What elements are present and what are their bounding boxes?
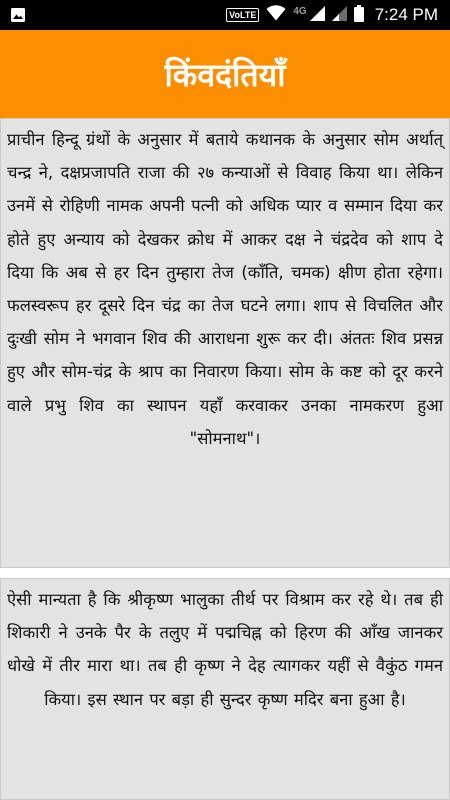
legend-paragraph-1: प्राचीन हिन्दू ग्रंथों के अनुसार में बताये कथानक के अनुसार सोम अर्थात् चन्द्र ने, दक्षप्रजापति राजा की २७ कन्याओं से विवाह किया था। लेकिन उनमें से रोहिणी नामक अपनी पत्नी को अधिक प्यार व सम्मान दिया कर होते हुए अन्याय को देखकर क्रोध में आकर दक्ष ने चंद्रदेव को शाप दे दिया कि अब से हर दिन तुम्हारा तेज (काँति, चमक) क्षीण होता रहेगा। फलस्वरूप हर दूसरे दिन चंद्र का तेज घटने लगा। शाप से विचलित और दुःखी सोम ने भगवान शिव की आराधना शुरू कर दी। अंततः शिव प्रसन्न हुए और सोम-चंद्र के श्राप का निवारण किया। सोम के कष्ट को दूर करने वाले प्रभु शिव का स्थापन यहाँ करवाकर उनका नामकरण हुआ "सोमनाथ"। [7, 130, 443, 448]
signal-icon [332, 6, 347, 25]
volte-badge: VoLTE [226, 8, 259, 22]
status-time: 7:24 PM [374, 5, 438, 24]
page-title: किंवदंतियाँ [164, 55, 286, 94]
signal-icon [310, 6, 325, 25]
image-notification-icon [10, 7, 26, 27]
app-header [0, 30, 450, 118]
network-type: 4G [293, 5, 307, 17]
legend-paragraph-2: ऐसी मान्यता है कि श्रीकृष्ण भालुका तीर्थ पर विश्राम कर रहे थे। तब ही शिकारी ने उनके पैर के तलुए में पद्मचिह्न को हिरण की आँख जानकर धोखे में तीर मारा था। तब ही कृष्ण ने देह त्यागकर यहीं से वैकुंठ गमन किया। इस स्थान पर बड़ा ही सुन्दर कृष्ण मदिर बना हुआ है। [7, 590, 443, 709]
legend-card-1 [0, 118, 450, 568]
wifi-icon [266, 5, 286, 25]
battery-icon [354, 5, 364, 26]
legend-card-2 [0, 578, 450, 800]
status-bar [0, 0, 450, 30]
